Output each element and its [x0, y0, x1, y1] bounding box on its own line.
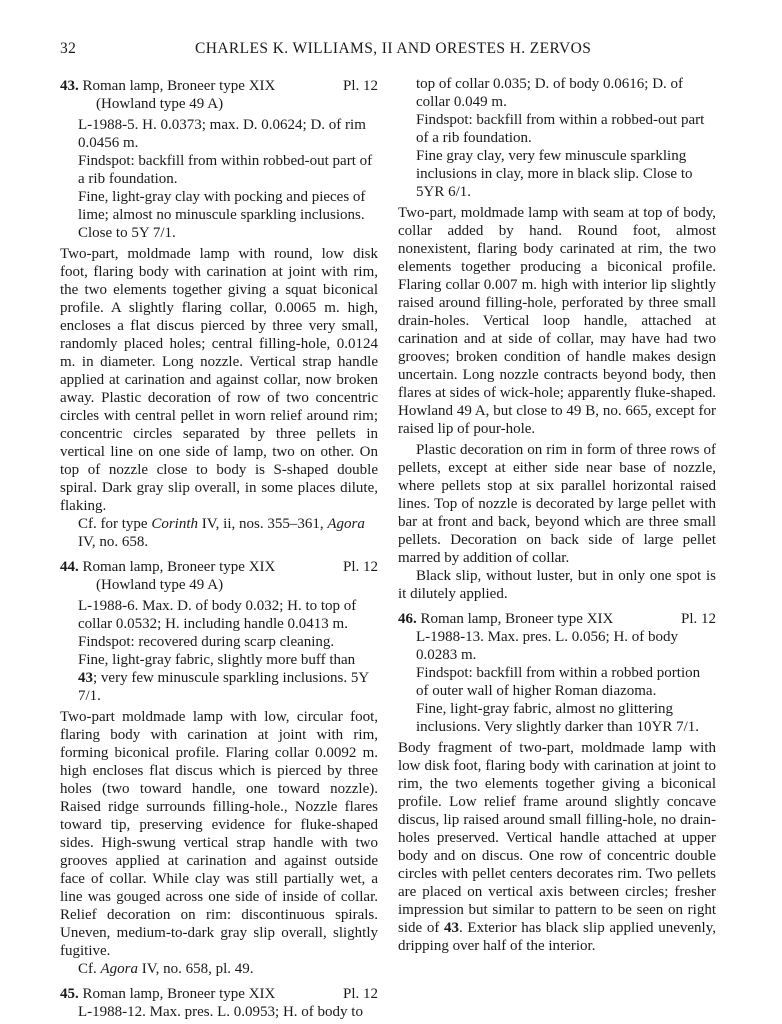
entry-findspot: Findspot: backfill from within a robbed-out part of a rib foundation. [416, 112, 705, 146]
entry-fabric: Fine, light-gray fabric, almost no glittering inclusions. Very slightly darker than 10YR 7/1. [416, 701, 700, 735]
entry-description: Two-part, moldmade lamp with round, low disk foot, flaring body with carination at joint with rim, the two elements together giving a squat biconical profile. A slightly flaring collar, 0.0065 m. high, encloses a flat discus pierced by three very small, randomly placed holes; central filling-hole, 0.0124 m. in diameter. Long nozzle. Vertical strap handle applied at carination and against collar, now broken away. Plastic decoration of row of two concentric circles with central pellet in worn relief around rim; concentric circles separated by three pellets in vertical line on one side of lamp, two on other. On top of nozzle close to body is S-shaped double spiral. Dark gray slip overall, in some places dilute, flaking. [60, 246, 378, 514]
entry-fabric: Fine gray clay, very few minuscule sparkling inclusions in clay, more in black slip. Close to 5YR 6/1. [416, 148, 693, 200]
plate-reference: Pl. 12 [680, 611, 716, 627]
catalog-entry-44-heading [60, 558, 378, 594]
entry-measurements: L-1988-6. Max. D. of body 0.032; H. to top of collar 0.0532; H. including handle 0.0413 m. [78, 598, 357, 632]
entry-title: Roman lamp, Broneer type XIX [82, 986, 276, 1002]
entry-number: 44. [60, 559, 79, 575]
plate-reference: Pl. 12 [342, 559, 378, 575]
entry-comparanda: Cf. for type Corinth IV, ii, nos. 355–361, Agora IV, no. 658. [78, 516, 365, 550]
entry-description: Body fragment of two-part, moldmade lamp with low disk foot, flaring body with carination at joint to rim, the two elements together giving a biconical profile. Low relief frame around slightly concave discus, lip raised around small filling-hole, no drain-holes preserved. Vertical handle attached at upper body and on discus. One row of concentric double circles with pellet centers decorates rim. Two pellets are placed on vertical axis between circles; fresher impression but similar to pattern to be seen on right side of 43. Exterior has black slip applied unevenly, dripping over half of the interior. [398, 740, 716, 954]
entry-fabric: Fine, light-gray clay with pocking and pieces of lime; almost no minuscule sparkling inclusions. Close to 5Y 7/1. [78, 189, 366, 241]
catalog-entry-46-heading [398, 610, 716, 628]
right-column [398, 75, 716, 955]
entry-subtitle: (Howland type 49 A) [96, 96, 224, 112]
page-number: 32 [60, 40, 77, 57]
entry-measurements: L-1988-13. Max. pres. L. 0.056; H. of body 0.0283 m. [416, 629, 679, 663]
left-column [60, 77, 378, 1021]
entry-fabric: Fine, light-gray fabric, slightly more buff than 43; very few minuscule sparkling inclusions. 5Y 7/1. [78, 652, 369, 704]
entry-measurements: L-1988-5. H. 0.0373; max. D. 0.0624; D. of rim 0.0456 m. [78, 117, 366, 151]
entry-subtitle: (Howland type 49 A) [96, 577, 224, 593]
catalog-entry-45-heading [60, 985, 378, 1003]
entry-number: 46. [398, 611, 417, 627]
running-head-authors: CHARLES K. WILLIAMS, II AND ORESTES H. ZERVOS [195, 40, 592, 57]
entry-title: Roman lamp, Broneer type XIX [82, 78, 276, 94]
entry-decoration: Plastic decoration on rim in form of three rows of pellets, except at either side near base of nozzle, where pellets stop at six parallel horizontal raised lines. Top of nozzle is decorated by large pellet with bar at front and back, beyond which are three small pellets. Decoration on back side of large pellet marred by addition of collar. [398, 442, 716, 566]
entry-title: Roman lamp, Broneer type XIX [82, 559, 276, 575]
entry-measurements-continued: top of collar 0.035; D. of body 0.0616; D. of collar 0.049 m. [416, 76, 684, 110]
entry-number: 43. [60, 78, 79, 94]
entry-number: 45. [60, 986, 79, 1002]
entry-findspot: Findspot: recovered during scarp cleaning. [78, 634, 335, 650]
entry-description: Two-part moldmade lamp with low, circular foot, flaring body with carination at joint with rim, forming biconical profile. Flaring collar 0.0092 m. high encloses flat discus which is pierced by three holes (two toward handle, one toward nozzle). Raised ridge surrounds filling-hole., Nozzle flares toward tip, preserving evidence for fluke-shaped sides. High-swung vertical strap handle with two grooves applied at carination and against outside face of collar. While clay was still partially wet, a line was gouged across one side of inside of collar. Relief decoration on rim: discontinuous spirals. Uneven, medium-to-dark gray slip overall, slightly fugitive. [60, 709, 378, 959]
entry-findspot: Findspot: backfill from within robbed-out part of a rib foundation. [78, 153, 373, 187]
entry-description: Two-part, moldmade lamp with seam at top of body, collar added by hand. Round foot, almost nonexistent, flaring body carinated at rim, the two elements together producing a biconical profile. Flaring collar 0.007 m. high with interior lip slightly raised around filling-hole, perforated by three small drain-holes. Vertical loop handle, attached at carination and at side of collar, may have had two grooves; broken condition of handle makes design uncertain. Long nozzle contracts beyond body, then flares at sides of wick-hole; apparently fluke-shaped. Howland 49 A, but close to 49 B, no. 665, except for raised lip of pour-hole. [398, 205, 716, 437]
plate-reference: Pl. 12 [342, 986, 378, 1002]
entry-measurements: L-1988-12. Max. pres. L. 0.0953; H. of body to [78, 1004, 363, 1020]
entry-title: Roman lamp, Broneer type XIX [420, 611, 614, 627]
entry-slip: Black slip, without luster, but in only one spot is it dilutely applied. [398, 568, 716, 602]
entry-findspot: Findspot: backfill from within a robbed portion of outer wall of higher Roman diazoma. [416, 665, 701, 699]
catalog-entry-43-heading [60, 77, 378, 113]
plate-reference: Pl. 12 [342, 78, 378, 94]
entry-comparanda: Cf. Agora IV, no. 658, pl. 49. [78, 961, 254, 977]
